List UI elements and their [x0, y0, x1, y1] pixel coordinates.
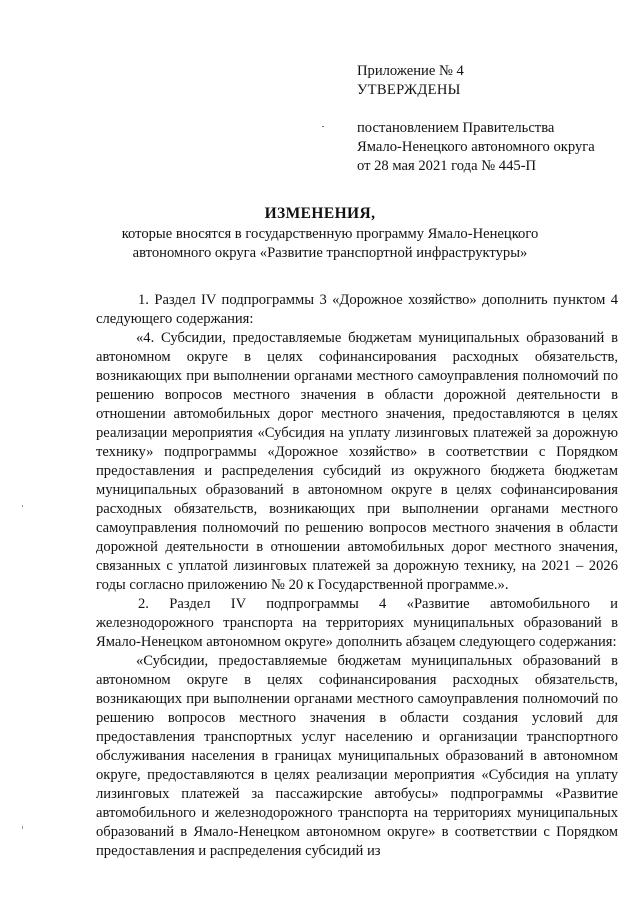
- paragraph-quote-2: «Субсидии, предоставляемые бюджетам муниципальных образований в автономном округе в целях софинансирования расходных обязательств, возникающих при выполнении органами местного самоуправления полномочий по решению вопросов местного значения в области создания условий для предоставления транспортных услуг населению и организации транспортного обслуживания населения в границах муниципальных образований в автономном округе, предоставляются в целях реализации мероприятия «Субсидия на уплату лизинговых платежей за пассажирские автобусы» подпрограммы «Развитие автомобильного и железнодорожного транспорта на территориях муниципальных образований в Ямало-Ненецком автономном округе» в соответствии с Порядком предоставления и распределения субсидий из: [96, 653, 618, 859]
- approval-block: [357, 62, 627, 176]
- paragraph-item-1: 1. Раздел IV подпрограммы 3 «Дорожное хозяйство» дополнить пунктом 4 следующего содержания:: [96, 292, 618, 327]
- document-title: ИЗМЕНЕНИЯ,: [264, 205, 376, 222]
- scan-mark: [22, 505, 23, 507]
- paragraph-item-2: 2. Раздел IV подпрограммы 4 «Развитие автомобильного и железнодорожного транспорта на территориях муниципальных образований в Ямало-Ненецком автономном округе» дополнить абзацем следующего содержания:: [96, 596, 618, 650]
- approved-label: УТВЕРЖДЕНЫ: [357, 82, 461, 98]
- paragraph-quote-1: «4. Субсидии, предоставляемые бюджетам муниципальных образований в автономном округе в целях софинансирования расходных обязательств, возникающих при выполнении органами местного самоуправления полномочий по решению вопросов местного значения в области дорожной деятельности в отношении автомобильных дорог местного значения, предоставляются в целях реализации мероприятия «Субсидия на уплату лизинговых платежей за дорожную технику» подпрограммы «Дорожное хозяйство» в соответствии с Порядком предоставления и распределения субсидий из окружного бюджета бюджетам муниципальных образований в автономном округе в целях софинансирования расходных обязательств, возникающих при выполнении органами местного самоуправления полномочий по решению вопросов местного значения в области дорожной деятельности в отношении автомобильных дорог местного значения, связанных с уплатой лизинговых платежей за дорожную технику, на 2021 – 2026 годы согласно приложению № 20 к Государственной программе.».: [96, 330, 618, 593]
- decree-line-2: Ямало-Ненецкого автономного округа: [357, 139, 595, 155]
- document-subtitle: которые вносятся в государственную программу Ямало-Ненецкого автономного округа «Развитие транспортной инфраструктуры»: [121, 226, 539, 261]
- scan-mark: [22, 826, 23, 829]
- scan-speck: [322, 126, 324, 127]
- decree-line-1: постановлением Правительства: [357, 120, 555, 136]
- appendix-label: Приложение № 4: [357, 63, 464, 79]
- document-body: [96, 291, 618, 861]
- decree-line-3: от 28 мая 2021 года № 445-П: [357, 158, 537, 174]
